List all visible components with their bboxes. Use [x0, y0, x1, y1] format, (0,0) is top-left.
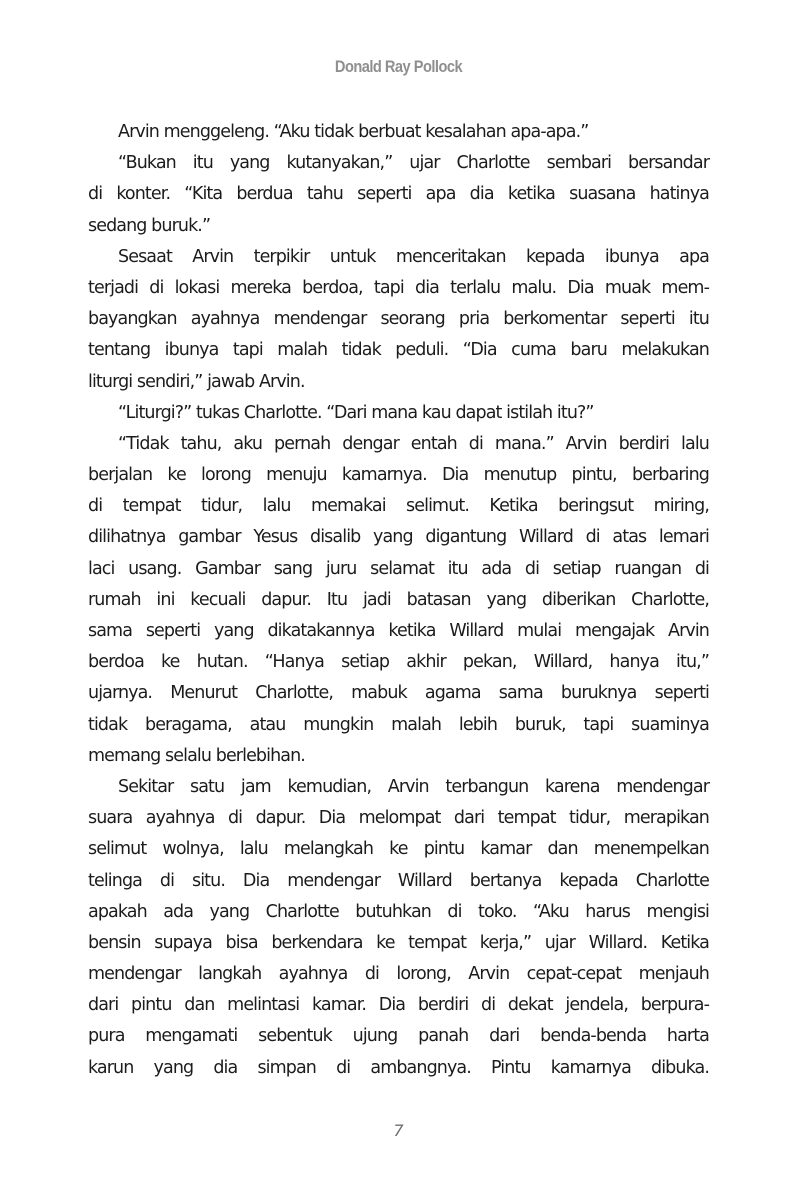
text-line [88, 273, 709, 304]
text-line [88, 179, 709, 210]
text-line [88, 959, 709, 990]
text-line-content: terjadi di lokasi mereka berdoa, tapi dia terlalu malu. Dia muak mem- [88, 277, 709, 298]
text-line-content: memang selalu berlebihan. [88, 745, 305, 766]
text-line [88, 304, 709, 335]
text-line-content: dilihatnya gambar Yesus disalib yang digantung Willard di atas lemari [88, 527, 709, 548]
paragraph [88, 772, 709, 1084]
text-line-content: telinga di situ. Dia mendengar Willard bertanya kepada Charlotte [88, 870, 709, 891]
text-line-content: di tempat tidur, lalu memakai selimut. Ketika beringsut miring, [88, 496, 709, 517]
text-line-content: tidak beragama, atau mungkin malah lebih buruk, tapi suaminya [88, 714, 709, 735]
text-line [88, 897, 709, 928]
text-line [88, 148, 709, 179]
text-line [88, 990, 709, 1021]
text-line [88, 803, 709, 834]
text-line [88, 335, 709, 366]
text-line [88, 928, 709, 959]
text-line [88, 772, 709, 803]
text-line [88, 117, 709, 148]
text-line-content: ujarnya. Menurut Charlotte, mabuk agama sama buruknya seperti [88, 683, 709, 704]
text-line-content: karun yang dia simpan di ambangnya. Pintu kamarnya dibuka. [88, 1057, 709, 1078]
page-number: 7 [393, 1121, 404, 1140]
paragraph [88, 117, 709, 148]
text-line [88, 491, 709, 522]
text-line [88, 585, 709, 616]
text-line [88, 429, 709, 460]
text-line-content: “Bukan itu yang kutanyakan,” ujar Charlotte sembari bersandar [118, 153, 709, 174]
text-line-content: sama seperti yang dikatakannya ketika Willard mulai mengajak Arvin [88, 621, 709, 641]
text-line-content: sedang buruk.” [88, 215, 211, 236]
text-line-content: liturgi sendiri,” jawab Arvin. [88, 371, 305, 392]
text-line-content: “Liturgi?” tukas Charlotte. “Dari mana kau dapat istilah itu?” [118, 402, 594, 423]
text-line [88, 741, 709, 772]
text-line [88, 866, 709, 897]
text-line-content: di konter. “Kita berdua tahu seperti apa dia ketika suasana hatinya [88, 184, 709, 205]
text-line [88, 242, 709, 273]
text-line [88, 460, 709, 491]
text-line-content: rumah ini kecuali dapur. Itu jadi batasan yang diberikan Charlotte, [88, 589, 709, 610]
text-line [88, 211, 709, 242]
text-line-content: suara ayahnya di dapur. Dia melompat dari tempat tidur, merapikan [88, 808, 709, 829]
paragraph [88, 148, 709, 242]
text-line-content: Sekitar satu jam kemudian, Arvin terbangun karena mendengar [118, 776, 709, 797]
text-line [88, 398, 709, 429]
text-line [88, 367, 709, 398]
body-text [88, 117, 709, 1084]
text-line-content: pura mengamati sebentuk ujung panah dari benda-benda harta [88, 1026, 709, 1047]
text-line-content: apakah ada yang Charlotte butuhkan di toko. “Aku harus mengisi [88, 901, 709, 922]
text-line-content: “Tidak tahu, aku pernah dengar entah di mana.” Arvin berdiri lalu [118, 433, 709, 454]
text-line [88, 834, 709, 865]
text-line [88, 554, 709, 585]
text-line-content: laci usang. Gambar sang juru selamat itu ada di setiap ruangan di [88, 558, 709, 579]
text-line-content: mendengar langkah ayahnya di lorong, Arvin cepat-cepat menjauh [88, 964, 709, 985]
text-line-content: bensin supaya bisa berkendara ke tempat kerja,” ujar Willard. Ketika [88, 932, 709, 953]
text-line-content: Sesaat Arvin terpikir untuk menceritakan kepada ibunya apa [118, 246, 709, 267]
paragraph [88, 242, 709, 398]
text-line [88, 522, 709, 553]
text-line [88, 1053, 709, 1084]
text-line-content: berdoa ke hutan. “Hanya setiap akhir pekan, Willard, hanya itu,” [88, 652, 709, 673]
text-line-content: berjalan ke lorong menuju kamarnya. Dia menutup pintu, berbaring [88, 465, 709, 486]
text-line-content: tentang ibunya tapi malah tidak peduli. “Dia cuma baru melakukan [88, 340, 709, 361]
text-line [88, 1021, 709, 1052]
text-line-content: selimut wolnya, lalu melangkah ke pintu kamar dan menempelkan [88, 839, 709, 860]
text-line-content: bayangkan ayahnya mendengar seorang pria berkomentar seperti itu [88, 309, 709, 330]
text-line-content: Arvin menggeleng. “Aku tidak berbuat kesalahan apa-apa.” [118, 122, 589, 142]
text-line [88, 710, 709, 741]
text-line [88, 647, 709, 678]
text-line [88, 678, 709, 709]
running-head: Donald Ray Pollock [334, 57, 463, 76]
text-line-content: dari pintu dan melintasi kamar. Dia berdiri di dekat jendela, berpura- [88, 995, 709, 1016]
paragraph [88, 429, 709, 772]
text-line [88, 616, 709, 647]
paragraph [88, 398, 709, 429]
